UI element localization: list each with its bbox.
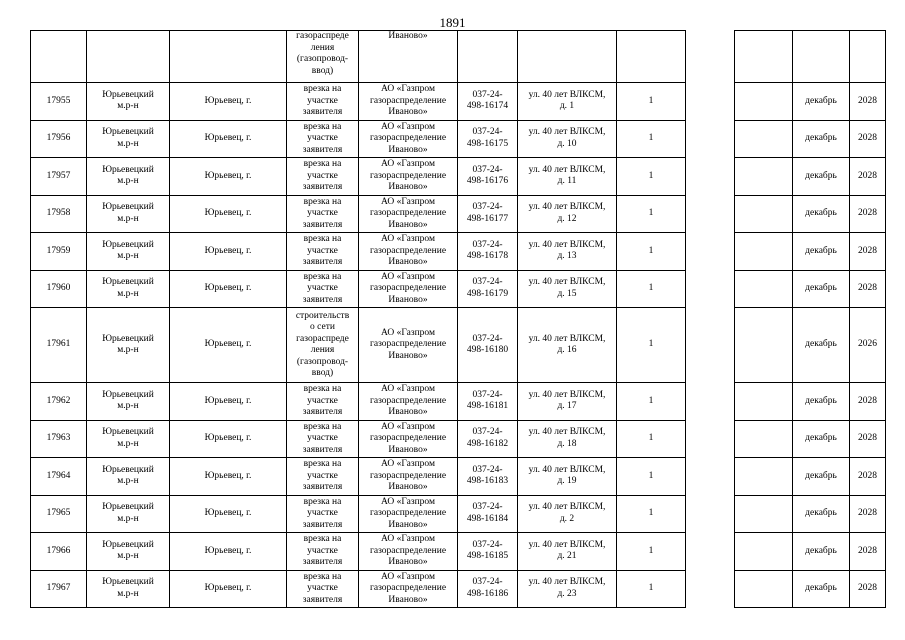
gap-cell [686,570,735,608]
row-number-cell: 17965 [46,508,71,518]
gap-cell [686,158,735,196]
quantity-cell: 1 [648,283,654,293]
gap-cell [686,458,735,496]
work-type-cell: врезка на участке заявителя [302,534,343,567]
table-row [31,158,886,196]
month-cell: декабрь [805,395,837,406]
code-cell: 037-24- 498-16184 [466,502,509,524]
month-cell: декабрь [805,283,837,293]
year-cell: 2028 [858,283,877,293]
organization-cell: АО «Газпром газораспределение Иваново» [369,121,447,155]
month-cell: декабрь [805,508,837,518]
work-type-cell: врезка на участке заявителя [302,196,343,230]
empty-cell [735,308,793,383]
locality-cell: Юрьевец, г. [204,470,252,481]
address-cell: ул. 40 лет ВЛКСМ, д. 12 [528,202,606,224]
year-cell: 2028 [858,95,877,106]
organization-cell: АО «Газпром газораспределение Иваново» [369,234,447,267]
code-cell: 037-24- 498-16185 [466,539,509,562]
row-number-cell: 17961 [46,339,71,350]
row-number-cell: 17955 [46,95,71,106]
address-cell: ул. 40 лет ВЛКСМ, д. 10 [528,127,606,149]
locality-cell: Юрьевец, г. [204,395,252,406]
empty-cell [735,158,793,196]
district-cell: Юрьевецкий м.р-н [102,164,154,187]
code-cell: 037-24- 498-16176 [466,164,509,187]
table-row [31,120,886,158]
quantity-cell: 1 [648,95,654,106]
empty-cell [735,495,793,533]
gap-cell [686,533,735,571]
work-type-cell: врезка на участке заявителя [302,84,343,117]
month-cell: декабрь [805,339,837,350]
table-row [31,308,886,383]
row-number-cell: 17966 [46,545,71,556]
row-number-cell: 17967 [46,583,71,593]
locality-cell: Юрьевец, г. [204,95,252,106]
row-number-cell: 17960 [46,283,71,293]
empty-cell [735,233,793,271]
address-cell: ул. 40 лет ВЛКСМ, д. 23 [528,577,606,599]
empty-cell [735,458,793,496]
month-cell: декабрь [805,433,837,443]
district-cell: Юрьевецкий м.р-н [102,277,154,299]
district-cell: Юрьевецкий м.р-н [102,464,154,487]
code-cell: 037-24- 498-16183 [466,464,509,487]
organization-cell: Иваново» [388,31,428,41]
year-cell: 2028 [858,208,877,218]
year-cell: 2028 [858,433,877,443]
gap-cell [686,383,735,421]
code-cell: 037-24- 498-16181 [466,389,509,412]
empty-cell [735,533,793,571]
gap-cell [686,308,735,383]
work-type-cell: врезка на участке заявителя [302,271,343,305]
month-cell: декабрь [805,245,837,256]
gap-cell [686,270,735,308]
address-cell: ул. 40 лет ВЛКСМ, д. 2 [528,502,606,524]
work-type-cell: врезка на участке заявителя [302,384,343,417]
year-cell: 2028 [858,508,877,518]
table-row [31,420,886,458]
work-type-cell: врезка на участке заявителя [302,421,343,455]
year-cell: 2028 [858,245,877,256]
organization-cell: АО «Газпром газораспределение Иваново» [369,571,447,605]
district-cell: Юрьевецкий м.р-н [102,239,154,262]
quantity-cell: 1 [648,583,654,593]
gap-cell [686,195,735,233]
code-cell: 037-24- 498-16182 [466,427,509,449]
month-cell: декабрь [805,170,837,181]
code-cell: 037-24- 498-16177 [466,202,509,224]
month-cell: декабрь [805,208,837,218]
work-type-cell: строительств о сети газораспреде ления (газопровод- ввод) [295,310,350,378]
row-number-cell: 17962 [46,395,71,406]
district-cell: Юрьевецкий м.р-н [102,427,154,449]
organization-cell: АО «Газпром газораспределение Иваново» [369,327,447,361]
table-row [31,270,886,308]
quantity-cell: 1 [648,170,654,181]
quantity-cell: 1 [648,245,654,256]
organization-cell: АО «Газпром газораспределение Иваново» [369,421,447,455]
district-cell: Юрьевецкий м.р-н [102,333,154,355]
quantity-cell: 1 [648,433,654,443]
organization-cell: АО «Газпром газораспределение Иваново» [369,384,447,417]
gap-cell [686,83,735,121]
year-cell: 2028 [858,395,877,406]
locality-cell: Юрьевец, г. [204,508,252,518]
locality-cell: Юрьевец, г. [204,170,252,181]
district-cell: Юрьевецкий м.р-н [102,539,154,562]
quantity-cell: 1 [648,208,654,218]
quantity-cell: 1 [648,339,654,350]
table-row [31,458,886,496]
work-type-cell: врезка на участке заявителя [302,159,343,192]
locality-cell: Юрьевец, г. [204,245,252,256]
district-cell: Юрьевецкий м.р-н [102,389,154,412]
row-number-cell: 17956 [46,133,71,143]
address-cell: ул. 40 лет ВЛКСМ, д. 1 [528,89,606,112]
row-number-cell: 17958 [46,208,71,218]
year-cell: 2028 [858,170,877,181]
row-number-cell: 17964 [46,470,71,481]
code-cell: 037-24- 498-16174 [466,89,509,112]
work-type-cell: газораспреде ления (газопровод- ввод) [296,31,349,76]
district-cell: Юрьевецкий м.р-н [102,577,154,599]
row-number-cell: 17957 [46,170,71,181]
quantity-cell: 1 [648,545,654,556]
quantity-cell: 1 [648,470,654,481]
locality-cell: Юрьевец, г. [204,208,252,218]
gap-cell [686,420,735,458]
month-cell: декабрь [805,470,837,481]
month-cell: декабрь [805,583,837,593]
table-row [31,383,886,421]
organization-cell: АО «Газпром газораспределение Иваново» [369,271,447,305]
code-cell: 037-24- 498-16178 [466,239,509,262]
organization-cell: АО «Газпром газораспределение Иваново» [369,459,447,492]
address-cell: ул. 40 лет ВЛКСМ, д. 16 [528,333,606,355]
locality-cell: Юрьевец, г. [204,583,252,593]
quantity-cell: 1 [648,508,654,518]
table-row [31,195,886,233]
row-number-cell: 17959 [46,245,71,256]
page-number: 1891 [439,15,466,30]
code-cell: 037-24- 498-16180 [466,333,509,355]
locality-cell: Юрьевец, г. [204,545,252,556]
empty-cell [735,270,793,308]
table-row [31,570,886,608]
organization-cell: АО «Газпром газораспределение Иваново» [369,159,447,192]
work-type-cell: врезка на участке заявителя [302,234,343,267]
organization-cell: АО «Газпром газораспределение Иваново» [369,496,447,530]
table-row [31,83,886,121]
work-type-cell: врезка на участке заявителя [302,571,343,605]
empty-cell [735,195,793,233]
district-cell: Юрьевецкий м.р-н [102,89,154,112]
address-cell: ул. 40 лет ВЛКСМ, д. 11 [528,164,606,187]
year-cell: 2026 [858,339,877,350]
empty-cell [735,420,793,458]
organization-cell: АО «Газпром газораспределение Иваново» [369,534,447,567]
work-type-cell: врезка на участке заявителя [302,459,343,492]
month-cell: декабрь [805,133,837,143]
registry-table [30,30,886,608]
code-cell: 037-24- 498-16186 [466,577,509,599]
gap-cell [686,120,735,158]
year-cell: 2028 [858,545,877,556]
district-cell: Юрьевецкий м.р-н [102,127,154,149]
address-cell: ул. 40 лет ВЛКСМ, д. 15 [528,277,606,299]
table-row [31,495,886,533]
work-type-cell: врезка на участке заявителя [302,121,343,155]
empty-cell [735,383,793,421]
work-type-cell: врезка на участке заявителя [302,496,343,530]
year-cell: 2028 [858,133,877,143]
gap-cell [686,495,735,533]
year-cell: 2028 [858,583,877,593]
quantity-cell: 1 [648,395,654,406]
code-cell: 037-24- 498-16179 [466,277,509,299]
empty-cell [735,83,793,121]
address-cell: ул. 40 лет ВЛКСМ, д. 19 [528,464,606,487]
row-number-cell: 17963 [46,433,71,443]
address-cell: ул. 40 лет ВЛКСМ, д. 21 [528,539,606,562]
organization-cell: АО «Газпром газораспределение Иваново» [369,84,447,117]
locality-cell: Юрьевец, г. [204,339,252,350]
locality-cell: Юрьевец, г. [204,133,252,143]
district-cell: Юрьевецкий м.р-н [102,202,154,224]
month-cell: декабрь [805,95,837,106]
locality-cell: Юрьевец, г. [204,283,252,293]
gap-cell [686,233,735,271]
table-row [31,233,886,271]
empty-cell [735,570,793,608]
district-cell: Юрьевецкий м.р-н [102,502,154,524]
code-cell: 037-24- 498-16175 [466,127,509,149]
continuation-row [31,31,886,83]
empty-cell [735,120,793,158]
table-row [31,533,886,571]
locality-cell: Юрьевец, г. [204,433,252,443]
year-cell: 2028 [858,470,877,481]
address-cell: ул. 40 лет ВЛКСМ, д. 18 [528,427,606,449]
address-cell: ул. 40 лет ВЛКСМ, д. 17 [528,389,606,412]
month-cell: декабрь [805,545,837,556]
quantity-cell: 1 [648,133,654,143]
organization-cell: АО «Газпром газораспределение Иваново» [369,196,447,230]
address-cell: ул. 40 лет ВЛКСМ, д. 13 [528,239,606,262]
